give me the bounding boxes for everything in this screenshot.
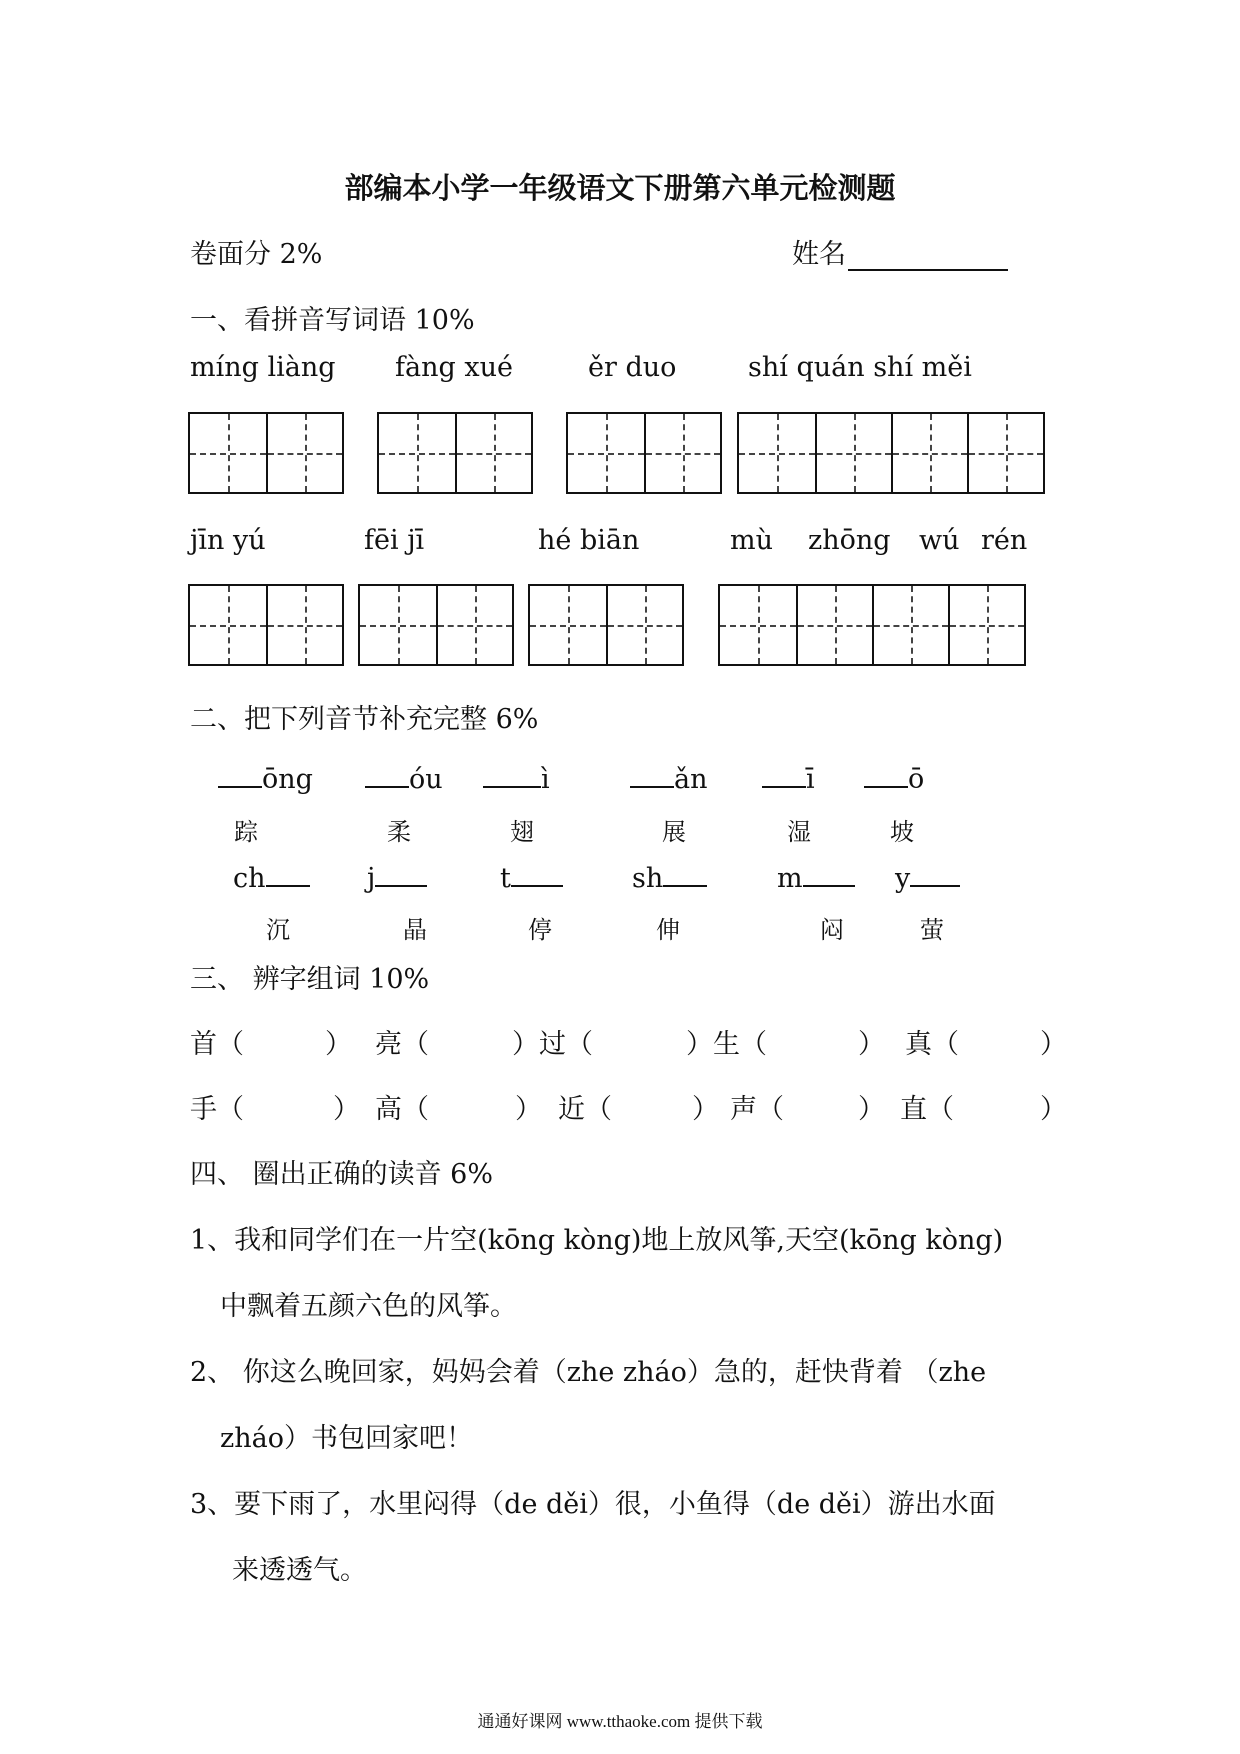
syllable-blank[interactable]: j (367, 861, 427, 894)
syllable-blank[interactable]: t (500, 861, 563, 894)
hanzi: 坡 (890, 818, 914, 846)
writing-grid[interactable] (718, 584, 1026, 666)
pinyin-word: fēi jī (364, 525, 425, 556)
word-slot[interactable]: 高（ (375, 1094, 429, 1125)
word-slot: ） (1040, 1094, 1067, 1125)
syllable-blank[interactable]: ǎn (630, 762, 708, 795)
word-slot[interactable]: 近（ (558, 1094, 612, 1125)
word-slot[interactable]: 手（ (190, 1094, 244, 1125)
hanzi: 萤 (920, 916, 944, 944)
section1-heading: 一、看拼音写词语 10% (190, 305, 475, 336)
pinyin-word: shí quán shí měi (748, 352, 972, 383)
syllable-blank[interactable]: ō (864, 762, 924, 795)
hanzi: 展 (662, 818, 686, 846)
hanzi: 柔 (387, 818, 411, 846)
writing-grid[interactable] (737, 412, 1045, 494)
pinyin-word: hé biān (538, 525, 640, 556)
hanzi: 踪 (234, 818, 258, 846)
question-1: 1、我和同学们在一片空(kōng kòng)地上放风筝,天空(kōng kòng) (190, 1225, 1004, 1256)
question-2-cont: zháo）书包回家吧！ (220, 1423, 473, 1454)
footer-credit: 通通好课网 www.tthaoke.com 提供下载 (477, 1712, 763, 1731)
writing-grid[interactable] (566, 412, 722, 494)
pinyin-word: zhōng (808, 525, 891, 556)
name-field[interactable] (792, 232, 1008, 271)
word-slot: ） (858, 1094, 885, 1125)
word-slot: ） (692, 1094, 719, 1125)
pinyin-word: míng liàng (190, 352, 336, 383)
writing-grid[interactable] (188, 584, 344, 666)
writing-grid[interactable] (377, 412, 533, 494)
pinyin-word: wú (919, 525, 960, 556)
word-slot[interactable]: ）生（ (686, 1029, 767, 1060)
syllable-blank[interactable]: óu (365, 762, 443, 795)
writing-grid[interactable] (528, 584, 684, 666)
question-3-cont: 来透透气。 (232, 1555, 367, 1586)
name-blank[interactable] (848, 243, 1008, 271)
pinyin-word: jīn yú (190, 525, 266, 556)
syllable-blank[interactable]: ōng (218, 762, 313, 795)
syllable-blank[interactable]: sh (632, 861, 707, 894)
section4-heading: 四、 圈出正确的读音 6% (190, 1159, 493, 1190)
section3-heading: 三、 辨字组词 10% (190, 964, 430, 995)
question-2: 2、 你这么晚回家，妈妈会着（zhe zháo）急的，赶快背着 （zhe (190, 1357, 987, 1388)
word-slot[interactable]: ）过（ (512, 1029, 593, 1060)
writing-grid[interactable] (358, 584, 514, 666)
name-label: 姓名 (792, 239, 846, 270)
word-slot[interactable]: 亮（ (375, 1029, 429, 1060)
word-slot[interactable]: 声（ (730, 1094, 784, 1125)
pinyin-word: fàng xué (395, 352, 513, 383)
word-slot[interactable]: 首（ (190, 1029, 244, 1060)
word-slot: ） (333, 1094, 360, 1125)
question-3: 3、要下雨了，水里闷得（de děi）很，小鱼得（de děi）游出水面 (190, 1489, 996, 1520)
hanzi: 晶 (403, 916, 427, 944)
page-title: 部编本小学一年级语文下册第六单元检测题 (344, 171, 896, 205)
word-slot[interactable]: 真（ (905, 1029, 959, 1060)
section2-heading: 二、把下列音节补充完整 6% (190, 704, 539, 735)
score-label: 卷面分 2% (190, 239, 323, 270)
hanzi: 停 (528, 916, 552, 944)
word-slot: ） (325, 1029, 352, 1060)
word-slot: ） (858, 1029, 885, 1060)
hanzi: 翅 (510, 818, 534, 846)
question-1-cont: 中飘着五颜六色的风筝。 (220, 1291, 517, 1322)
word-slot: ） (1040, 1029, 1067, 1060)
pinyin-word: rén (981, 525, 1028, 556)
syllable-blank[interactable]: ch (233, 861, 310, 894)
syllable-blank[interactable]: y (895, 861, 960, 894)
hanzi: 沉 (266, 916, 290, 944)
syllable-blank[interactable]: m (777, 861, 855, 894)
pinyin-word: ěr duo (588, 352, 677, 383)
syllable-blank[interactable]: ī (762, 762, 815, 795)
hanzi: 湿 (787, 818, 811, 846)
hanzi: 闷 (820, 916, 844, 944)
writing-grid[interactable] (188, 412, 344, 494)
word-slot: ） (515, 1094, 542, 1125)
word-slot[interactable]: 直（ (900, 1094, 954, 1125)
hanzi: 伸 (656, 916, 680, 944)
pinyin-word: mù (730, 525, 773, 556)
syllable-blank[interactable]: ì (483, 762, 550, 795)
